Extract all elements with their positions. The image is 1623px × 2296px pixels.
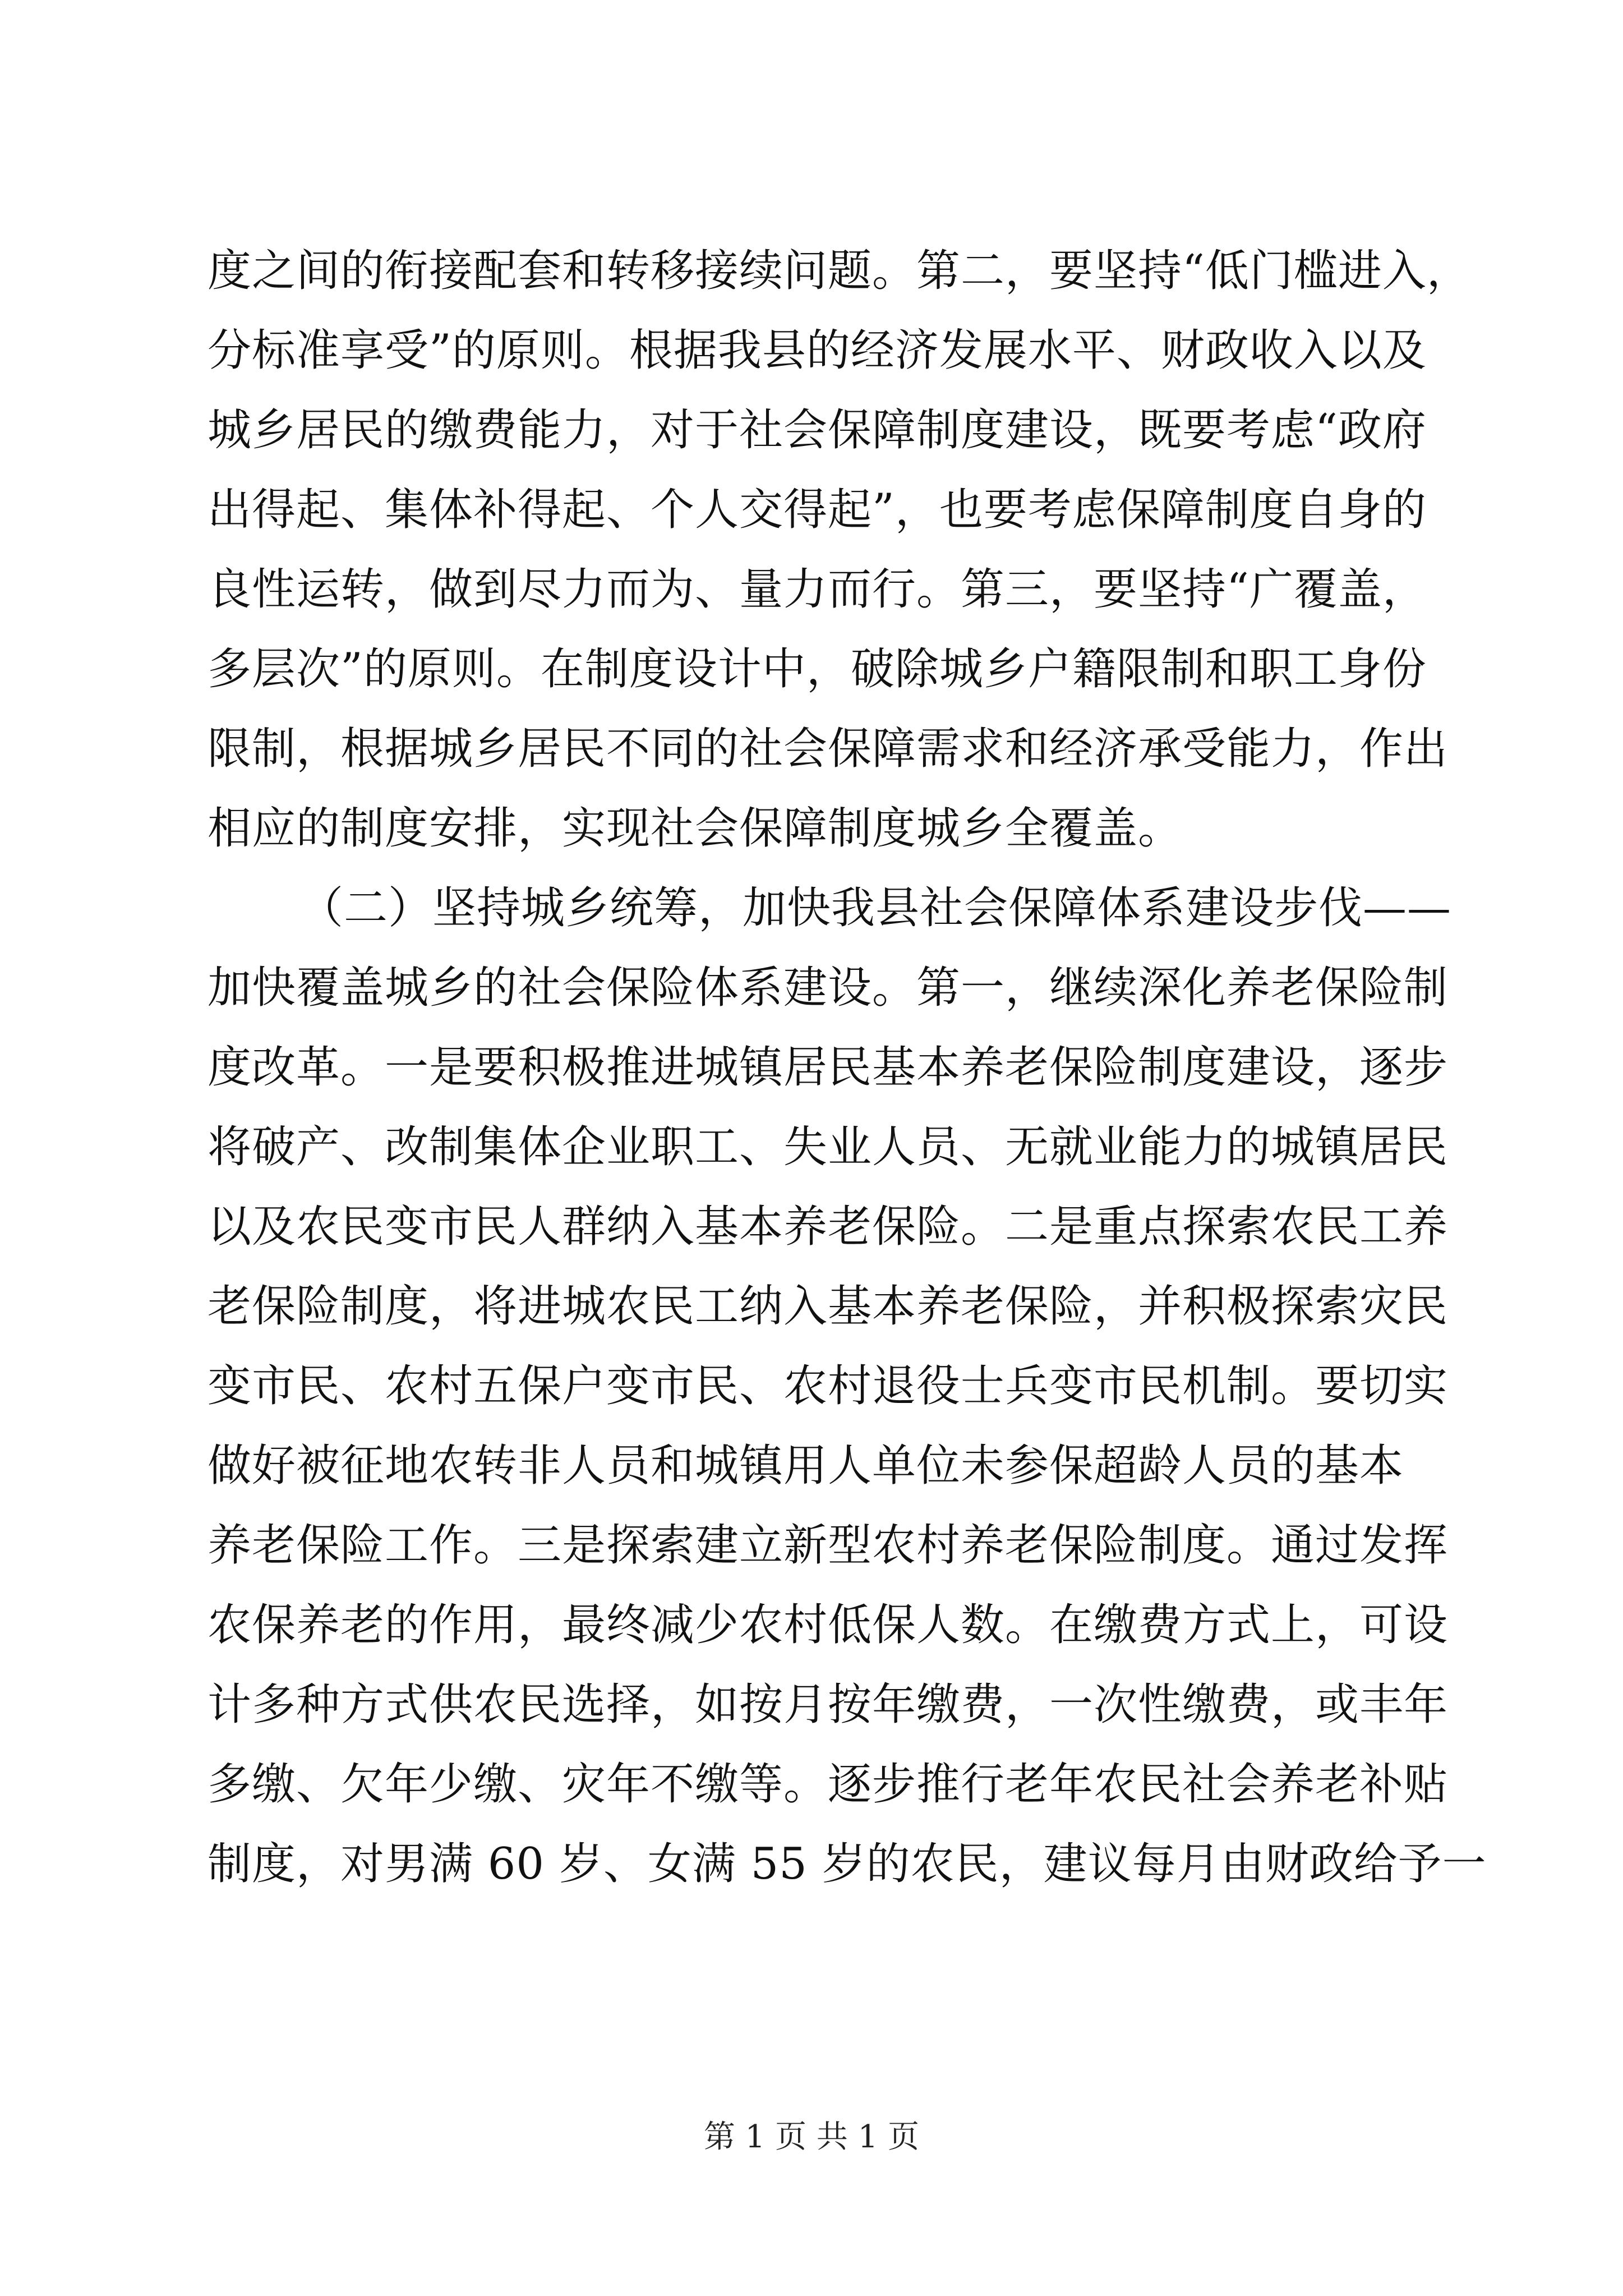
text-line: 多层次”的原则。在制度设计中，破除城乡户籍限制和职工身份 bbox=[208, 644, 1427, 694]
text-line: 以及农民变市民人群纳入基本养老保险。二是重点探索农民工养 bbox=[208, 1202, 1449, 1252]
text-line: 做好被征地农转非人员和城镇用人单位未参保超龄人员的基本 bbox=[208, 1441, 1404, 1491]
text-line: 将破产、改制集体企业职工、失业人员、无就业能力的城镇居民 bbox=[208, 1122, 1449, 1172]
text-line: 良性运转，做到尽力而为、量力而行。第三，要坚持“广覆盖， bbox=[208, 564, 1427, 615]
text-line: 老保险制度，将进城农民工纳入基本养老保险，并积极探索灾民 bbox=[208, 1281, 1449, 1332]
text-line: 城乡居民的缴费能力，对于社会保障制度建设，既要考虑“政府 bbox=[208, 405, 1427, 455]
section-heading-line: （二）坚持城乡统筹，加快我县社会保障体系建设步伐—— bbox=[299, 883, 1452, 933]
text-line: 限制，根据城乡居民不同的社会保障需求和经济承受能力，作出 bbox=[208, 724, 1449, 774]
text-line: 出得起、集体补得起、个人交得起”，也要考虑保障制度自身的 bbox=[208, 485, 1427, 535]
page-footer: 第 1 页 共 1 页 bbox=[703, 2119, 920, 2155]
text-line: 相应的制度安排，实现社会保障制度城乡全覆盖。 bbox=[208, 803, 1183, 854]
text-line: 度改革。一是要积极推进城镇居民基本养老保险制度建设，逐步 bbox=[208, 1042, 1449, 1093]
text-line: 多缴、欠年少缴、灾年不缴等。逐步推行老年农民社会养老补贴 bbox=[208, 1759, 1449, 1810]
text-line: 加快覆盖城乡的社会保险体系建设。第一，继续深化养老保险制 bbox=[208, 963, 1449, 1013]
text-line: 变市民、农村五保户变市民、农村退役士兵变市民机制。要切实 bbox=[208, 1361, 1449, 1411]
text-line: 分标准享受”的原则。根据我县的经济发展水平、财政收入以及 bbox=[208, 325, 1427, 376]
text-line: 度之间的衔接配套和转移接续问题。第二，要坚持“低门槛进入， bbox=[208, 246, 1471, 296]
text-line: 计多种方式供农民选择，如按月按年缴费，一次性缴费，或丰年 bbox=[208, 1680, 1449, 1730]
text-line: 制度，对男满 60 岁、女满 55 岁的农民，建议每月由财政给予一 bbox=[208, 1839, 1487, 1889]
body-text bbox=[208, 231, 1487, 1904]
text-line: 农保养老的作用，最终减少农村低保人数。在缴费方式上，可设 bbox=[208, 1600, 1449, 1650]
text-line: 养老保险工作。三是探索建立新型农村养老保险制度。通过发挥 bbox=[208, 1520, 1449, 1571]
